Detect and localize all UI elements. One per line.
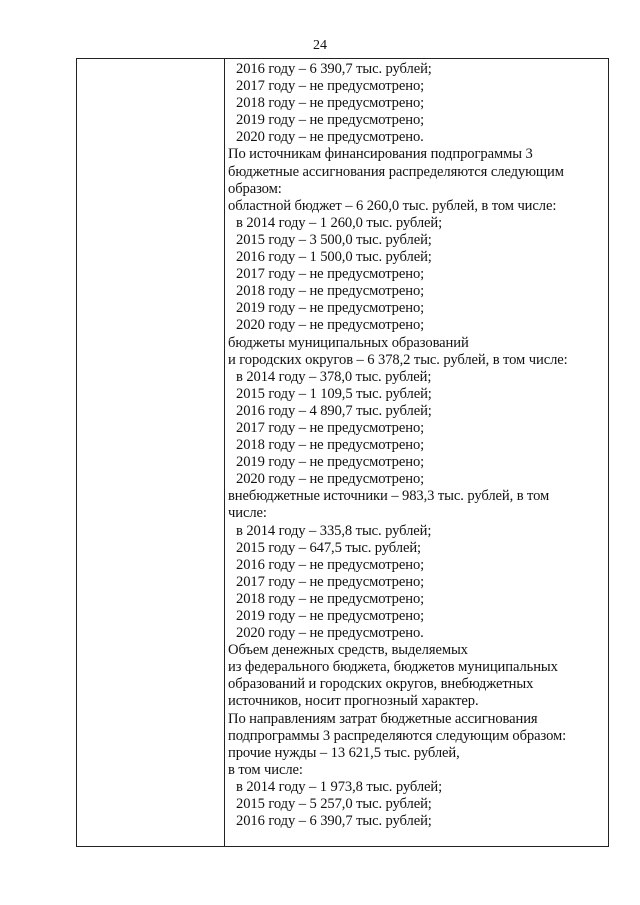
text-line: источников, носит прогнозный характер.: [228, 693, 479, 710]
column-divider: [224, 59, 225, 846]
text-line: из федерального бюджета, бюджетов муниципальных: [228, 659, 558, 676]
text-line: 2017 году – не предусмотрено;: [236, 419, 425, 436]
text-line: в том числе:: [228, 761, 303, 778]
text-line: в 2014 году – 378,0 тыс. рублей;: [236, 368, 432, 385]
text-line: 2018 году – не предусмотрено;: [236, 283, 425, 300]
text-line: 2015 году – 1 109,5 тыс. рублей;: [236, 385, 432, 402]
text-line: 2020 году – не предусмотрено;: [236, 471, 425, 488]
text-line: 2017 году – не предусмотрено;: [236, 266, 425, 283]
text-line: По источникам финансирования подпрограммы 3: [228, 146, 533, 163]
text-line: 2015 году – 5 257,0 тыс. рублей;: [236, 796, 432, 813]
text-line: 2019 году – не предусмотрено;: [236, 454, 425, 471]
text-line: бюджеты муниципальных образований: [228, 334, 469, 351]
text-line: 2019 году – не предусмотрено;: [236, 112, 425, 129]
text-line: внебюджетные источники – 983,3 тыс. рублей, в том: [228, 488, 550, 505]
text-line: 2015 году – 647,5 тыс. рублей;: [236, 539, 421, 556]
text-line: прочие нужды – 13 621,5 тыс. рублей,: [228, 744, 460, 761]
text-line: 2020 году – не предусмотрено.: [236, 129, 424, 146]
text-line: 2016 году – 6 390,7 тыс. рублей;: [236, 813, 432, 830]
page-number: 24: [313, 38, 327, 53]
text-line: 2020 году – не предусмотрено;: [236, 317, 425, 334]
text-line: 2017 году – не предусмотрено;: [236, 78, 425, 95]
text-line: в 2014 году – 1 260,0 тыс. рублей;: [236, 214, 443, 231]
text-line: 2016 году – не предусмотрено;: [236, 556, 425, 573]
text-line: Объем денежных средств, выделяемых: [228, 642, 468, 659]
text-line: 2017 году – не предусмотрено;: [236, 573, 425, 590]
text-line: 2015 году – 3 500,0 тыс. рублей;: [236, 231, 432, 248]
text-line: По направлениям затрат бюджетные ассигнования: [228, 710, 538, 727]
text-line: 2016 году – 4 890,7 тыс. рублей;: [236, 402, 432, 419]
text-line: 2018 году – не предусмотрено;: [236, 437, 425, 454]
text-line: 2018 году – не предусмотрено;: [236, 95, 425, 112]
document-table: [76, 58, 609, 847]
text-line: 2019 году – не предусмотрено;: [236, 608, 425, 624]
text-line: образований и городских округов, внебюджетных: [228, 676, 534, 693]
text-line: числе:: [228, 505, 267, 522]
text-line: 2020 году – не предусмотрено.: [236, 625, 424, 642]
text-line: образом:: [228, 180, 282, 197]
text-line: 2016 году – 6 390,7 тыс. рублей;: [236, 61, 432, 77]
text-line: и городских округов – 6 378,2 тыс. рублей, в том числе:: [228, 351, 568, 368]
text-line: подпрограммы 3 распределяются следующим образом:: [228, 727, 567, 744]
text-line: в 2014 году – 1 973,8 тыс. рублей;: [236, 778, 443, 795]
text-line: бюджетные ассигнования распределяются следующим: [228, 163, 564, 180]
text-line: 2016 году – 1 500,0 тыс. рублей;: [236, 249, 432, 266]
text-line: областной бюджет – 6 260,0 тыс. рублей, в том числе:: [228, 197, 557, 214]
text-line: 2018 году – не предусмотрено;: [236, 590, 425, 607]
text-line: 2019 году – не предусмотрено;: [236, 300, 425, 317]
right-cell-content: [228, 61, 606, 830]
text-line: в 2014 году – 335,8 тыс. рублей;: [236, 522, 432, 539]
